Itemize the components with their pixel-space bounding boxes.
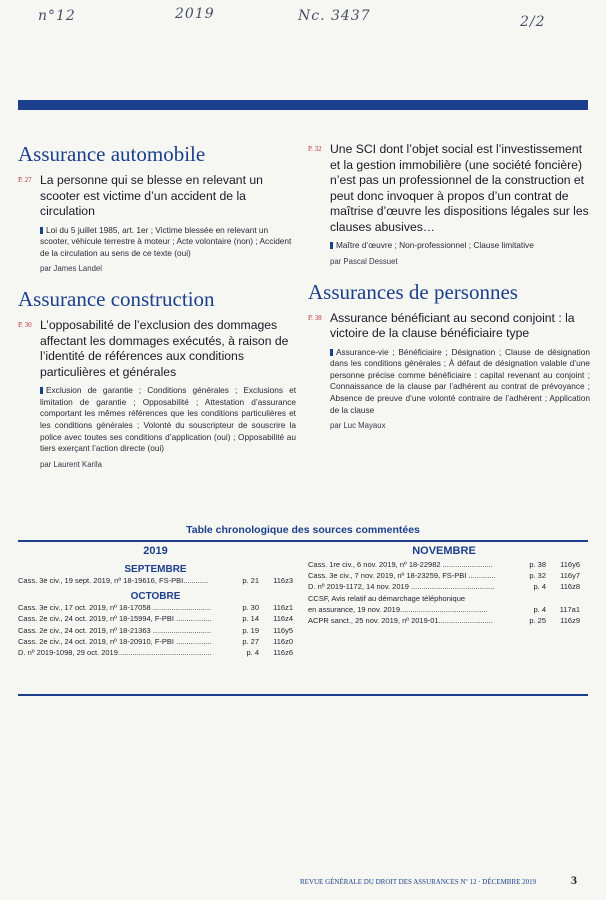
section-title-assurance-automobile: Assurance automobile [18, 142, 206, 166]
page-reference: P. 32 [308, 145, 322, 153]
left-column [18, 142, 296, 469]
article-title: Assurance bénéficiant au second conjoint : la victoire de la clause bénéficiaire type [330, 310, 575, 341]
article-exclusion [18, 318, 296, 469]
table-row: D. nº 2019-1172, 14 nov. 2019 ........................................ p. 4 116z8 [308, 582, 580, 592]
table-bottom-rule [18, 694, 588, 696]
article-title: Une SCI dont l’objet social est l’investissement et la gestion immobilière (une société foncière) n’est pas un professionnel de la construction et peut donc invoquer à propos d’un contrat de maîtrise d’œuvre les dispositions légales sur les clauses abusives… [330, 142, 589, 234]
article-keywords: Loi du 5 juillet 1985, art. 1er ; Victime blessée en relevant un scooter, véhicule terrestre à moteur ; Acte volontaire (non) ; Accident de la circulation au sens de ce texte (oui) [40, 224, 292, 258]
article-author: par Laurent Karila [40, 459, 102, 469]
table-year: 2019 [143, 545, 168, 557]
journal-footer: REVUE GÉNÉRALE DU DROIT DES ASSURANCES Nº 12 · DÉCEMBRE 2019 [300, 878, 537, 886]
table-right-column [308, 545, 580, 626]
article-keywords: Exclusion de garantie ; Conditions générales ; Exclusions et limitation de garantie ; Opposabilité ; Attestation d’assurance comportant les mêmes références que les conditions particulières et les conditions générales ; Volonté du souscripteur de souscrire la police avec toutes ses conditions d’application (oui) ; Opposabilité au tiers exerçant l’action directe (oui) [40, 385, 296, 454]
table-top-rule [18, 540, 588, 542]
table-row: ACPR sanct., 25 nov. 2019, nº 2019-01.......................... p. 25 116z9 [308, 616, 580, 626]
handwritten-page-count: 2/2 [520, 14, 546, 30]
article-author: par Luc Mayaux [330, 421, 386, 431]
article-author: par James Landel [40, 264, 102, 274]
table-left-column [18, 545, 293, 658]
page-reference: P. 38 [308, 313, 322, 322]
article-title: La personne qui se blesse en relevant un scooter est victime d’un accident de la circulation [40, 173, 263, 218]
table-row: Cass. 3e civ., 19 sept. 2019, nº 18-19616, FS-PBI............ p. 21 116z3 [18, 576, 293, 585]
article-sci [308, 142, 590, 266]
article-scooter [18, 173, 296, 273]
square-bullet-icon [330, 349, 333, 356]
square-bullet-icon [40, 387, 43, 394]
handwritten-year: 2019 [175, 6, 215, 22]
article-title: L’opposabilité de l’exclusion des dommages affectant les dommages exécutés, à raison de l’identité de références aux conditions particulières et générales [40, 318, 289, 379]
table-row: Cass. 2e civ., 24 oct. 2019, nº 18-21363 ............................ p. 19 116y5 [18, 625, 293, 635]
handwritten-issue-number: n°12 [38, 8, 76, 24]
handwritten-reference: Nc. 3437 [298, 8, 371, 24]
page-reference: P. 27 [18, 176, 32, 184]
article-author: par Pascal Dessuet [330, 256, 398, 266]
table-row: Cass. 1re civ., 6 nov. 2019, nº 18-22982 ........................ p. 38 116y6 [308, 560, 580, 569]
top-rule [18, 100, 588, 110]
table-row: CCSF, Avis relatif au démarchage téléphonique [308, 593, 466, 603]
page-number: 3 [571, 873, 577, 887]
table-title: Table chronologique des sources commentées [186, 524, 420, 536]
table-row: D. nº 2019-1098, 29 oct. 2019............................................. p. 4 116z6 [18, 648, 293, 658]
table-row: Cass. 3e civ., 17 oct. 2019, nº 18-17058 ............................ p. 30 116z1 [18, 603, 293, 613]
section-title-assurances-de-personnes: Assurances de personnes [308, 279, 518, 304]
section-title-assurance-construction: Assurance construction [18, 287, 215, 312]
table-row: Cass. 2e civ., 24 oct. 2019, nº 18-15994, F-PBI ................. p. 14 116z4 [18, 614, 293, 624]
table-row: en assurance, 19 nov. 2019.......................................... p. 4 117a1 [308, 604, 580, 614]
table-row: Cass. 2e civ., 24 oct. 2019, nº 18-20910, F-PBI ................. p. 27 116z0 [18, 636, 293, 646]
right-column [308, 142, 590, 430]
article-keywords: Maître d’œuvre ; Non-professionnel ; Clause limitative [330, 240, 590, 252]
article-keywords: Assurance-vie ; Bénéficiaire ; Désignation ; Clause de désignation dans les conditions générales ; À défaut de désignation valable d’une personne précise comme bénéficiaire : capital revenant au conjoint ; Connaissance de la clause par l’adhérent au contrat de prévoyance ; Absence de preuve d’une volonté contraire de l’adhérent ; Application de la clause [330, 346, 590, 415]
month-octobre: OCTOBRE [130, 591, 181, 603]
table-row: Cass. 3e civ., 7 nov. 2019, nº 18-23259, FS-PBI ............. p. 32 116y7 [308, 571, 580, 581]
article-conjoint [308, 311, 590, 431]
square-bullet-icon [40, 227, 43, 234]
page-reference: P. 30 [18, 321, 32, 330]
month-novembre: NOVEMBRE [412, 545, 476, 557]
month-septembre: SEPTEMBRE [124, 564, 187, 575]
square-bullet-icon [330, 242, 333, 249]
